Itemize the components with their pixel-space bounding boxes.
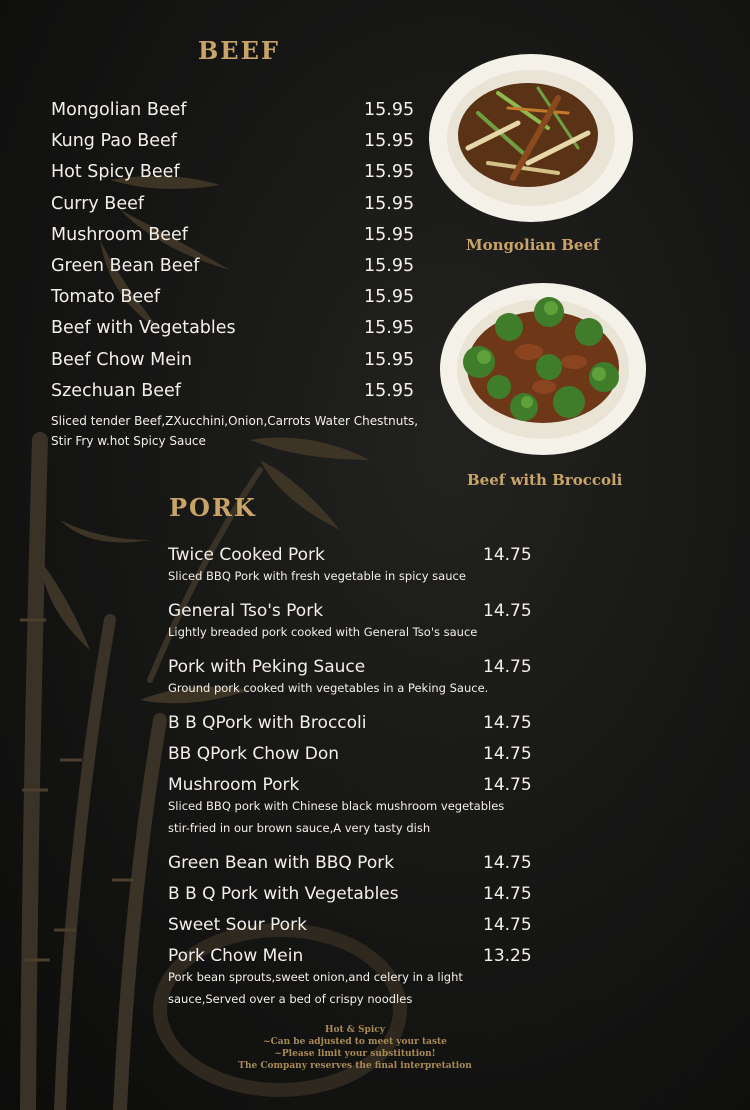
menu-item-row	[168, 543, 538, 565]
pork-menu-item	[168, 851, 538, 873]
menu-item-row	[168, 742, 538, 764]
footer-note	[225, 1024, 485, 1072]
menu-item-price: 15.95	[364, 318, 415, 339]
menu-item-price: 15.95	[364, 349, 415, 370]
beef-menu-item	[51, 378, 421, 409]
menu-item-name: Sweet Sour Pork	[168, 915, 307, 935]
footer-line: The Company reserves the final interpretation	[238, 1061, 472, 1071]
beef-with-broccoli-photo	[439, 282, 647, 456]
menu-item-price: 14.75	[483, 601, 532, 621]
menu-item-price: 14.75	[483, 657, 532, 677]
pork-menu-item	[168, 913, 538, 935]
menu-item-price: 14.75	[483, 853, 532, 873]
beef-menu-item	[51, 253, 421, 284]
menu-item-name: B B Q Pork with Vegetables	[168, 884, 399, 904]
pork-menu-list	[168, 543, 538, 1022]
beef-menu-item	[51, 284, 421, 315]
menu-item-row	[168, 711, 538, 733]
pork-section-title: PORK	[169, 493, 257, 522]
menu-item-description: sauce,Served over a bed of crispy noodles	[168, 992, 413, 1006]
menu-item-name: BB QPork Chow Don	[168, 744, 340, 764]
menu-item-description: Ground pork cooked with vegetables in a Peking Sauce.	[168, 681, 489, 695]
beef-menu-item	[51, 191, 421, 222]
menu-item-name: Mushroom Pork	[168, 775, 300, 795]
menu-item-name: General Tso's Pork	[168, 601, 324, 621]
menu-item-name: B B QPork with Broccoli	[168, 713, 367, 733]
menu-item-row	[168, 773, 538, 795]
menu-item-name: Beef with Vegetables	[51, 318, 236, 339]
menu-item-row	[168, 882, 538, 904]
menu-item-name: Szechuan Beef	[51, 380, 181, 401]
menu-item-price: 14.75	[483, 775, 532, 795]
menu-item-price: 14.75	[483, 915, 532, 935]
menu-item-name: Pork with Peking Sauce	[168, 657, 366, 677]
photo-caption-mongolian-beef: Mongolian Beef	[466, 236, 600, 254]
mongolian-beef-photo	[428, 53, 634, 223]
menu-item-price: 15.95	[364, 193, 415, 214]
pork-menu-item	[168, 944, 538, 1010]
menu-item-description: Lightly breaded pork cooked with General Tso's sauce	[168, 625, 478, 639]
szechuan-beef-description	[51, 411, 431, 451]
photo-caption-beef-with-broccoli: Beef with Broccoli	[467, 471, 623, 489]
beef-menu-item	[51, 128, 421, 159]
menu-item-price: 15.95	[364, 224, 415, 245]
beef-menu-item	[51, 347, 421, 378]
menu-item-price: 15.95	[364, 100, 415, 120]
menu-item-description: stir-fried in our brown sauce,A very tasty dish	[168, 821, 431, 835]
menu-item-name: Hot Spicy Beef	[51, 162, 180, 183]
menu-item-row	[168, 913, 538, 935]
menu-item-description: Sliced BBQ Pork with fresh vegetable in spicy sauce	[168, 569, 466, 583]
menu-item-description: Pork bean sprouts,sweet onion,and celery in a light	[168, 970, 463, 984]
beef-menu-item	[51, 97, 421, 128]
beef-section-title: BEEF	[198, 36, 280, 65]
menu-item-price: 13.25	[483, 946, 532, 966]
beef-menu-item	[51, 222, 421, 253]
footer-line: Hot & Spicy	[325, 1025, 385, 1035]
footer-line: ~Please limit your substitution!	[274, 1049, 436, 1059]
menu-item-price: 15.95	[364, 255, 415, 276]
menu-item-price: 15.95	[364, 162, 415, 183]
footer-line: ~Can be adjusted to meet your taste	[263, 1037, 447, 1047]
menu-item-name: Mongolian Beef	[51, 100, 187, 120]
menu-item-price: 14.75	[483, 713, 532, 733]
beef-menu-item	[51, 159, 421, 190]
menu-item-price: 15.95	[364, 287, 415, 308]
menu-item-name: Green Bean Beef	[51, 255, 200, 276]
beef-menu-item	[51, 315, 421, 346]
menu-item-price: 14.75	[483, 744, 532, 764]
menu-item-row	[168, 944, 538, 966]
beef-menu-list	[51, 97, 421, 409]
menu-item-name: Green Bean with BBQ Pork	[168, 853, 395, 873]
pork-menu-item	[168, 773, 538, 839]
description-line: Sliced tender Beef,ZXucchini,Onion,Carrots Water Chestnuts,	[51, 414, 419, 428]
pork-menu-item	[168, 711, 538, 733]
pork-menu-item	[168, 543, 538, 587]
description-line: Stir Fry w.hot Spicy Sauce	[51, 434, 206, 448]
pork-menu-item	[168, 655, 538, 699]
menu-item-name: Beef Chow Mein	[51, 349, 192, 370]
menu-item-name: Twice Cooked Pork	[168, 545, 325, 565]
pork-menu-item	[168, 599, 538, 643]
menu-item-row	[168, 655, 538, 677]
pork-menu-item	[168, 742, 538, 764]
menu-item-name: Kung Pao Beef	[51, 131, 177, 152]
menu-item-name: Tomato Beef	[51, 287, 161, 308]
menu-item-name: Curry Beef	[51, 193, 145, 214]
pork-menu-item	[168, 882, 538, 904]
menu-item-name: Pork Chow Mein	[168, 946, 304, 966]
menu-item-row	[168, 599, 538, 621]
menu-item-price: 14.75	[483, 545, 532, 565]
menu-item-price: 15.95	[364, 380, 415, 401]
menu-item-price: 14.75	[483, 884, 532, 904]
menu-item-name: Mushroom Beef	[51, 224, 188, 245]
menu-item-description: Sliced BBQ pork with Chinese black mushroom vegetables	[168, 799, 505, 813]
menu-item-price: 15.95	[364, 131, 415, 152]
menu-item-row	[168, 851, 538, 873]
